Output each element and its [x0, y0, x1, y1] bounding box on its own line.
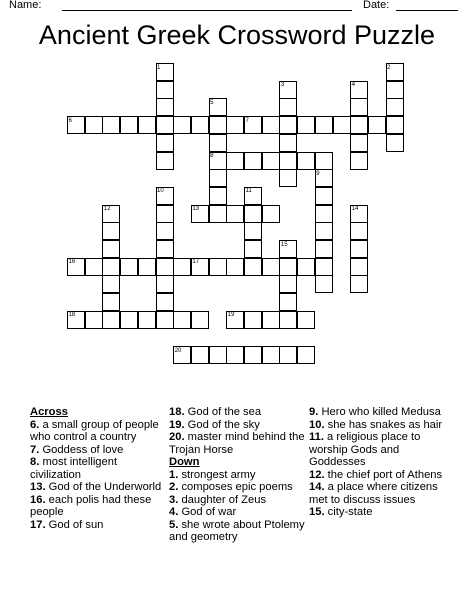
- clues-column-3: [309, 406, 449, 519]
- grid-cell[interactable]: [156, 311, 174, 329]
- grid-cell[interactable]: [209, 116, 227, 134]
- grid-cell[interactable]: [386, 81, 404, 99]
- clue-down-10: 10. she has snakes as hair: [309, 418, 443, 431]
- grid-number: 1: [157, 64, 161, 71]
- page-title: Ancient Greek Crossword Puzzle: [38, 20, 436, 50]
- grid-cell[interactable]: [156, 205, 174, 223]
- grid-cell[interactable]: [138, 311, 156, 329]
- grid-cell[interactable]: [368, 116, 386, 134]
- date-line[interactable]: [396, 10, 458, 11]
- grid-number: 4: [351, 82, 356, 89]
- grid-cell[interactable]: [209, 134, 227, 152]
- grid-cell[interactable]: [102, 116, 120, 134]
- grid-cell[interactable]: [209, 187, 227, 205]
- grid-number: 7: [245, 117, 249, 124]
- clue-down-1: 1. strongest army: [169, 468, 256, 481]
- clue-across-7: 7. Goddess of love: [30, 443, 124, 456]
- grid-cell[interactable]: [315, 240, 333, 258]
- grid-cell[interactable]: [315, 152, 333, 170]
- grid-number: 5: [210, 99, 214, 106]
- grid-cell[interactable]: [156, 293, 174, 311]
- grid-cell[interactable]: [279, 152, 297, 170]
- grid-cell[interactable]: [156, 134, 174, 152]
- grid-cell[interactable]: [120, 258, 138, 276]
- clue-across-8: 8. most intelligent civilization: [30, 456, 118, 481]
- grid-cell[interactable]: [350, 275, 368, 293]
- grid-cell[interactable]: [350, 258, 368, 276]
- grid-cell[interactable]: [262, 152, 280, 170]
- grid-cell[interactable]: [85, 311, 103, 329]
- grid-number: 19: [227, 312, 235, 319]
- grid-cell[interactable]: [279, 116, 297, 134]
- grid-cell[interactable]: [315, 116, 333, 134]
- grid-number: 20: [174, 347, 182, 354]
- clue-across-13: 13. God of the Underworld: [30, 481, 162, 493]
- clue-across-18: 18. God of the sea: [169, 406, 262, 418]
- grid-number: 9: [316, 170, 320, 177]
- grid-cell[interactable]: [297, 152, 315, 170]
- grid-cell[interactable]: [102, 222, 120, 240]
- grid-cell[interactable]: [244, 240, 262, 258]
- grid-cell[interactable]: [333, 116, 351, 134]
- clue-down-11: 11. a religious place to worship Gods and Goddesses: [309, 431, 421, 468]
- clue-across-6: 6. a small group of people who control a country: [30, 418, 159, 443]
- grid-cell[interactable]: [226, 205, 244, 223]
- grid-cell[interactable]: [156, 81, 174, 99]
- grid-cell[interactable]: [85, 258, 103, 276]
- grid-cell[interactable]: [262, 346, 280, 364]
- grid-cell[interactable]: [226, 258, 244, 276]
- grid-cell[interactable]: [226, 346, 244, 364]
- grid-cell[interactable]: [244, 152, 262, 170]
- grid-cell[interactable]: [297, 346, 315, 364]
- grid-cell[interactable]: [209, 258, 227, 276]
- grid-cell[interactable]: [138, 258, 156, 276]
- clue-down-5: 5. she wrote about Ptolemy and geometry: [169, 518, 305, 543]
- grid-cell[interactable]: [209, 169, 227, 187]
- grid-cell[interactable]: [156, 98, 174, 116]
- grid-cell[interactable]: [173, 258, 191, 276]
- grid-number: 17: [192, 259, 200, 266]
- grid-cell[interactable]: [156, 240, 174, 258]
- grid-number: 14: [351, 206, 359, 213]
- grid-cell[interactable]: [102, 293, 120, 311]
- clues-column-1: [30, 406, 165, 531]
- grid-number: 13: [192, 206, 200, 213]
- grid-cell[interactable]: [279, 169, 297, 187]
- grid-cell[interactable]: [262, 205, 280, 223]
- grid-cell[interactable]: [315, 222, 333, 240]
- grid-cell[interactable]: [102, 275, 120, 293]
- grid-cell[interactable]: [102, 311, 120, 329]
- grid-cell[interactable]: [244, 346, 262, 364]
- grid-number: 8: [210, 153, 214, 159]
- grid-cell[interactable]: [191, 116, 209, 134]
- grid-cell[interactable]: [156, 222, 174, 240]
- grid-number: 10: [157, 188, 164, 195]
- grid-cell[interactable]: [350, 116, 368, 134]
- grid-number: 18: [68, 312, 76, 319]
- grid-cell[interactable]: [297, 258, 315, 276]
- grid-cell[interactable]: [102, 240, 120, 258]
- grid-cell[interactable]: [226, 116, 244, 134]
- grid-cell[interactable]: [350, 98, 368, 116]
- grid-cell[interactable]: [315, 205, 333, 223]
- clues-column-2: [169, 406, 309, 544]
- grid-cell[interactable]: [209, 346, 227, 364]
- grid-cell[interactable]: [191, 346, 209, 364]
- clue-down-9: 9. Hero who killed Medusa: [309, 406, 441, 418]
- grid-cell[interactable]: [297, 311, 315, 329]
- grid-cell[interactable]: [350, 222, 368, 240]
- grid-cell[interactable]: [386, 134, 404, 152]
- grid-cell[interactable]: [350, 240, 368, 258]
- grid-cell[interactable]: [350, 152, 368, 170]
- clue-across-19: 19. God of the sky: [169, 418, 260, 431]
- grid-cell[interactable]: [191, 311, 209, 329]
- clue-across-16: 16. each polis had these people: [30, 493, 152, 518]
- clue-down-2: 2. composes epic poems: [169, 481, 293, 493]
- grid-number: 15: [280, 241, 288, 248]
- clue-down-12: 12. the chief port of Athens: [309, 468, 443, 481]
- grid-cell[interactable]: [279, 293, 297, 311]
- grid-cell[interactable]: [279, 134, 297, 152]
- grid-number: 16: [68, 259, 76, 266]
- grid-cell[interactable]: [315, 187, 333, 205]
- grid-cell[interactable]: [138, 116, 156, 134]
- grid-cell[interactable]: [156, 275, 174, 293]
- grid-cell[interactable]: [386, 98, 404, 116]
- grid-cell[interactable]: [279, 98, 297, 116]
- grid-cell[interactable]: [226, 152, 244, 170]
- grid-number: 12: [103, 206, 111, 213]
- grid-cell[interactable]: [244, 205, 262, 223]
- grid-cell[interactable]: [279, 258, 297, 276]
- grid-cell[interactable]: [262, 258, 280, 276]
- clue-down-15: 15. city-state: [309, 506, 373, 518]
- grid-cell[interactable]: [350, 134, 368, 152]
- clue-down-3: 3. daughter of Zeus: [169, 493, 267, 506]
- grid-cell[interactable]: [244, 258, 262, 276]
- clue-across-17: 17. God of sun: [30, 518, 104, 531]
- grid-cell[interactable]: [315, 258, 333, 276]
- grid-cell[interactable]: [156, 116, 174, 134]
- grid-cell[interactable]: [297, 116, 315, 134]
- grid-cell[interactable]: [279, 275, 297, 293]
- name-date-header: [0, 0, 474, 14]
- grid-cell[interactable]: [156, 152, 174, 170]
- name-line[interactable]: [62, 10, 352, 11]
- grid-cell[interactable]: [279, 311, 297, 329]
- grid-cell[interactable]: [120, 311, 138, 329]
- clue-down-4: 4. God of war: [169, 506, 237, 518]
- grid-cell[interactable]: [102, 258, 120, 276]
- grid-number: 6: [68, 117, 72, 124]
- grid-cell[interactable]: [173, 116, 191, 134]
- grid-number: 2: [387, 64, 391, 71]
- grid-cell[interactable]: [173, 311, 191, 329]
- clue-across-20: 20. master mind behind the Trojan Horse: [169, 431, 305, 456]
- grid-cell[interactable]: [156, 258, 174, 276]
- grid-cell[interactable]: [386, 116, 404, 134]
- grid-cell[interactable]: [244, 222, 262, 240]
- date-label: Date:: [363, 0, 390, 11]
- grid-cell[interactable]: [262, 116, 280, 134]
- grid-cell[interactable]: [244, 311, 262, 329]
- grid-cell[interactable]: [209, 205, 227, 223]
- clue-down-14: 14. a place where citizens met to discuss issues: [309, 481, 438, 506]
- grid-number: 11: [245, 188, 252, 195]
- grid-cell[interactable]: [279, 346, 297, 364]
- down-heading: Down: [169, 456, 200, 468]
- name-label: Name:: [9, 0, 42, 11]
- across-heading: Across: [30, 406, 68, 418]
- grid-number: 3: [280, 82, 285, 89]
- grid-cell[interactable]: [315, 275, 333, 293]
- grid-cell[interactable]: [262, 311, 280, 329]
- grid-cell[interactable]: [85, 116, 103, 134]
- grid-cell[interactable]: [120, 116, 138, 134]
